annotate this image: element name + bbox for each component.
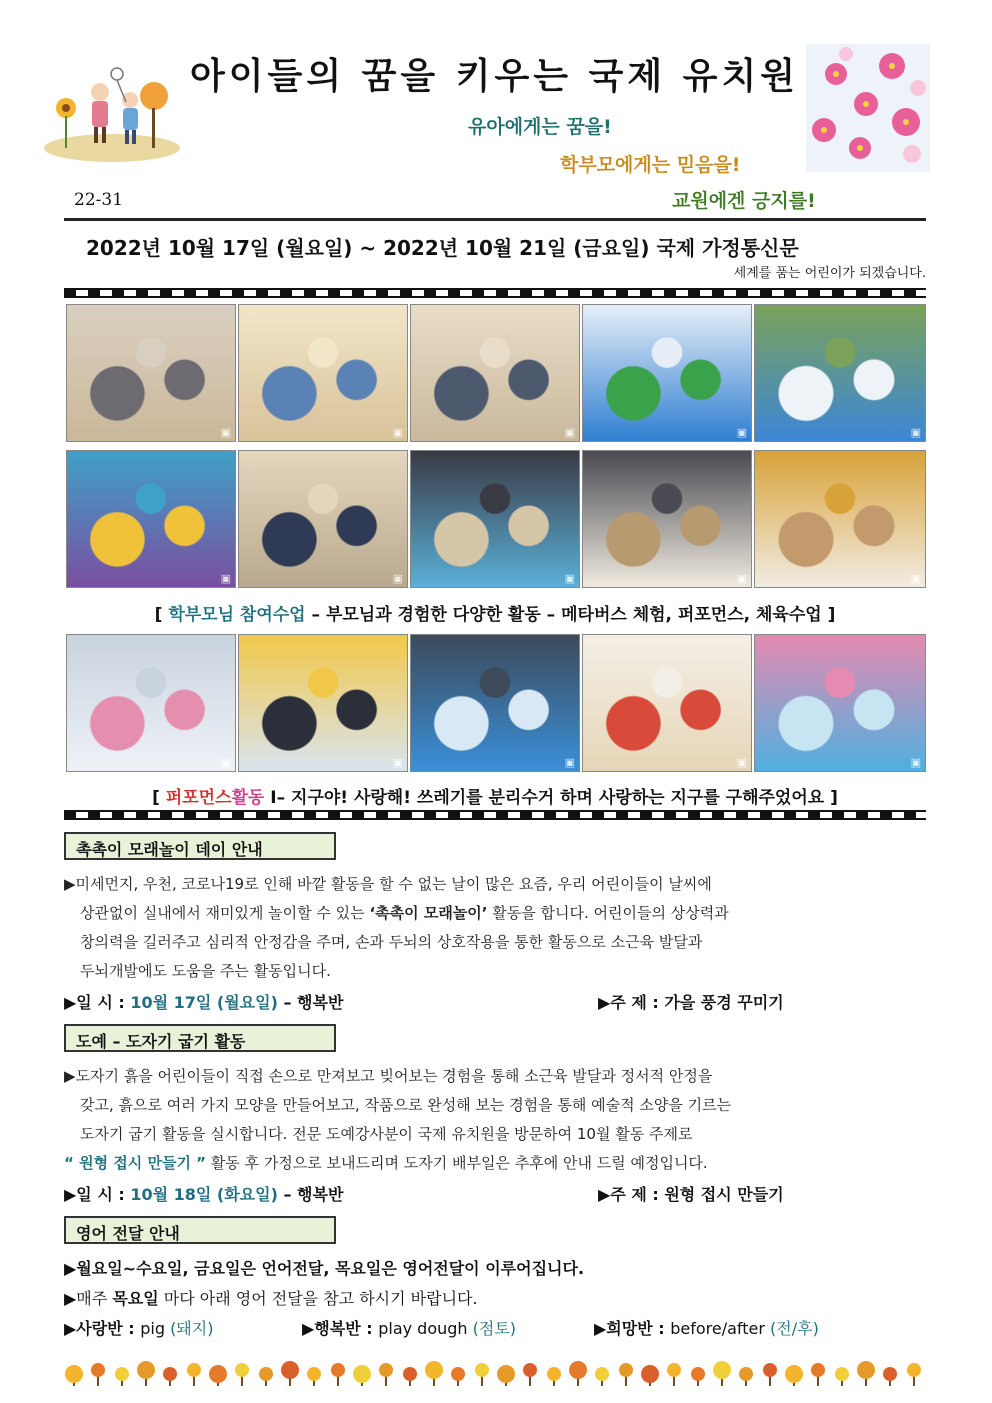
topic-label: ▶주 제 :: [598, 993, 665, 1012]
photo-play-mat-robots: [66, 450, 236, 588]
date-range: 2022년 10월 17일 (월요일) ~ 2022년 10월 21일 (금요일) 국제 가정통신문: [86, 236, 799, 260]
photo-boxes-activity: [410, 450, 580, 588]
section-heading-pottery: 도예 – 도자기 굽기 활동: [64, 1024, 336, 1052]
photo-metaverse-table: [238, 304, 408, 442]
para-line: ▶미세먼지, 우천, 코로나19로 인해 바깥 활동을 할 수 없는 날이 많은 요즘, 우리 어린이들이 날씨에: [64, 875, 712, 893]
photo-icon: ▣: [220, 426, 231, 439]
class-word: pig: [140, 1319, 171, 1338]
class-meaning: (전/후): [770, 1319, 819, 1338]
tree-icon: [475, 1363, 489, 1386]
photo-parent-child-desk: [410, 304, 580, 442]
para-text: 마다 아래 영어 전달을 참고 하시기 바랍니다.: [158, 1289, 478, 1308]
slogan: 세계를 품는 어린이가 되겠습니다.: [733, 266, 926, 281]
para-highlight: 목요일: [112, 1289, 159, 1308]
pottery-paragraph: [64, 1062, 930, 1178]
when-value: 10월 18일 (화요일): [130, 1185, 278, 1204]
kids-illustration: [42, 56, 182, 164]
tree-icon: [497, 1365, 515, 1386]
class-word: play dough: [378, 1319, 473, 1338]
sand-paragraph: [64, 870, 930, 986]
para-line: 갖고, 흙으로 여러 가지 모양을 만들어보고, 작품으로 완성해 보는 경험을 통해 예술적 소양을 기르는: [80, 1096, 732, 1114]
class-english-3: [594, 1316, 819, 1339]
class-meaning: (돼지): [170, 1319, 214, 1338]
motto-children: 유아에게는 꿈을!: [468, 116, 612, 138]
caption-label: 학부모님 참여수업: [168, 605, 306, 625]
photo-blue-tent-outdoor: [582, 304, 752, 442]
para-text: ▶매주: [64, 1289, 113, 1308]
tree-icon: [65, 1365, 83, 1386]
photo-icon: ▣: [736, 572, 747, 585]
photo-icon: ▣: [392, 572, 403, 585]
para-line: ▶도자기 흙을 어린이들이 직접 손으로 만져보고 빚어보는 경험을 통해 소근육 발달과 정서적 안정을: [64, 1067, 713, 1085]
caption-open: [: [154, 605, 169, 625]
when-label: ▶일 시 :: [64, 993, 131, 1012]
tree-icon: [307, 1367, 321, 1386]
photo-icon: ▣: [736, 426, 747, 439]
tree-icon: [835, 1367, 849, 1386]
newsletter-title: 아이들의 꿈을 키우는 국제 유치원: [190, 56, 799, 97]
para-line: [64, 1149, 930, 1178]
sand-topic: [598, 990, 928, 1013]
motto-parents: 학부모에게는 믿음을!: [560, 154, 741, 176]
tree-icon: [281, 1361, 299, 1386]
photo-bottle-pool: [754, 634, 926, 772]
photo-icon: ▣: [564, 756, 575, 769]
tree-icon: [691, 1367, 705, 1386]
tree-icon: [115, 1367, 129, 1386]
photo-white-igloo-kids: [66, 634, 236, 772]
photo-tablet-activity: [238, 450, 408, 588]
motto-teachers: 교원에겐 긍지를!: [672, 190, 816, 212]
para-text: 활동을 합니다. 어린이들의 상상력과: [487, 904, 729, 922]
english-line-2: [64, 1286, 478, 1309]
topic-label: ▶주 제 :: [598, 1185, 665, 1204]
tree-icon: [425, 1361, 443, 1386]
checker-divider: [64, 288, 926, 298]
para-highlight: ‘촉촉이 모래놀이’: [369, 904, 488, 922]
para-line: [64, 899, 930, 928]
tree-icon: [883, 1367, 897, 1386]
caption-open: [: [152, 788, 166, 808]
tree-icon: [857, 1361, 875, 1386]
para-highlight: “ 원형 접시 만들기 ”: [64, 1154, 207, 1172]
when-class: – 행복반: [277, 1185, 344, 1204]
photo-blue-tent-igloo: [754, 304, 926, 442]
tree-icon: [235, 1363, 249, 1386]
tree-icon: [569, 1361, 587, 1386]
caption-text: – 부모님과 경험한 다양한 활동 – 메타버스 체험, 퍼포먼스, 체육수업 ]: [305, 605, 836, 625]
photo-recycle-banner: [410, 634, 580, 772]
english-line-1: ▶월요일~수요일, 금요일은 언어전달, 목요일은 영어전달이 이루어집니다.: [64, 1259, 585, 1278]
class-meaning: (점토): [472, 1319, 517, 1338]
tree-icon: [811, 1363, 825, 1386]
tree-border: [64, 1356, 926, 1390]
when-value: 10월 17일 (월요일): [130, 993, 278, 1012]
tree-icon: [595, 1367, 609, 1386]
when-class: – 행복반: [277, 993, 344, 1012]
tree-icon: [785, 1365, 803, 1386]
tree-icon: [667, 1363, 681, 1386]
tree-icon: [739, 1367, 753, 1386]
class-name: ▶사랑반 :: [64, 1319, 141, 1338]
para-line: 창의력을 길러주고 심리적 안정감을 주며, 손과 두뇌의 상호작용을 통한 활동으로 소근육 발달과: [80, 933, 703, 951]
tree-icon: [137, 1361, 155, 1386]
photo-icon: ▣: [910, 426, 921, 439]
section-heading-sand: 촉촉이 모래놀이 데이 안내: [64, 832, 336, 860]
pottery-topic: [598, 1182, 928, 1205]
tree-icon: [619, 1363, 633, 1386]
topic-value: 가을 풍경 꾸미기: [664, 993, 784, 1012]
para-text: 상관없이 실내에서 재미있게 놀이할 수 있는: [80, 904, 370, 922]
photo-icon: ▣: [392, 426, 403, 439]
caption-performance: [64, 783, 926, 808]
photo-icon: ▣: [564, 426, 575, 439]
class-english-1: [64, 1316, 213, 1339]
photo-gym-stage: [754, 450, 926, 588]
photo-ball-pit-kids: [582, 634, 752, 772]
topic-value: 원형 접시 만들기: [664, 1185, 784, 1204]
para-text: 활동 후 가정으로 보내드리며 도자기 배부일은 추후에 안내 드릴 예정입니다.: [206, 1154, 708, 1172]
photo-penguin-plush: [238, 634, 408, 772]
photo-icon: ▣: [220, 756, 231, 769]
caption-text: Ⅰ– 지구야! 사랑해! 쓰레기를 분리수거 하며 사랑하는 지구를 구해주었어요 ]: [264, 788, 838, 808]
tree-icon: [353, 1365, 371, 1386]
para-line: 두뇌개발에도 도움을 주는 활동입니다.: [80, 962, 331, 980]
tree-icon: [379, 1363, 393, 1386]
tree-icon: [451, 1367, 465, 1386]
tree-icon: [163, 1367, 177, 1386]
photo-classroom-parents: [66, 304, 236, 442]
when-label: ▶일 시 :: [64, 1185, 131, 1204]
tree-icon: [907, 1363, 921, 1386]
class-name: ▶희망반 :: [594, 1319, 671, 1338]
tree-icon: [641, 1365, 659, 1386]
tree-icon: [547, 1367, 561, 1386]
header-divider: [64, 218, 926, 221]
class-english-2: [302, 1316, 516, 1339]
tree-icon: [259, 1367, 273, 1386]
photo-gym-performance: [582, 450, 752, 588]
para-line: 도자기 굽기 활동을 실시합니다. 전문 도예강사분이 국제 유치원을 방문하여 10월 활동 주제로: [80, 1125, 693, 1143]
tree-icon: [523, 1363, 537, 1386]
cosmos-flowers-image: [806, 44, 930, 172]
caption-label-a: 퍼포먼스: [165, 788, 232, 808]
class-name: ▶행복반 :: [302, 1319, 379, 1338]
tree-icon: [187, 1363, 201, 1386]
tree-icon: [331, 1363, 345, 1386]
photo-icon: ▣: [392, 756, 403, 769]
issue-number: 22-31: [74, 190, 124, 210]
caption-label-b: 활동: [231, 788, 265, 808]
tree-icon: [763, 1363, 777, 1386]
photo-icon: ▣: [564, 572, 575, 585]
section-heading-english: 영어 전달 안내: [64, 1216, 336, 1244]
photo-icon: ▣: [910, 756, 921, 769]
caption-parent-class: [64, 600, 926, 625]
checker-divider: [64, 810, 926, 820]
tree-icon: [91, 1363, 105, 1386]
tree-icon: [403, 1367, 417, 1386]
photo-icon: ▣: [220, 572, 231, 585]
class-word: before/after: [670, 1319, 771, 1338]
photo-icon: ▣: [910, 572, 921, 585]
tree-icon: [209, 1365, 227, 1386]
photo-icon: ▣: [736, 756, 747, 769]
tree-icon: [713, 1361, 731, 1386]
